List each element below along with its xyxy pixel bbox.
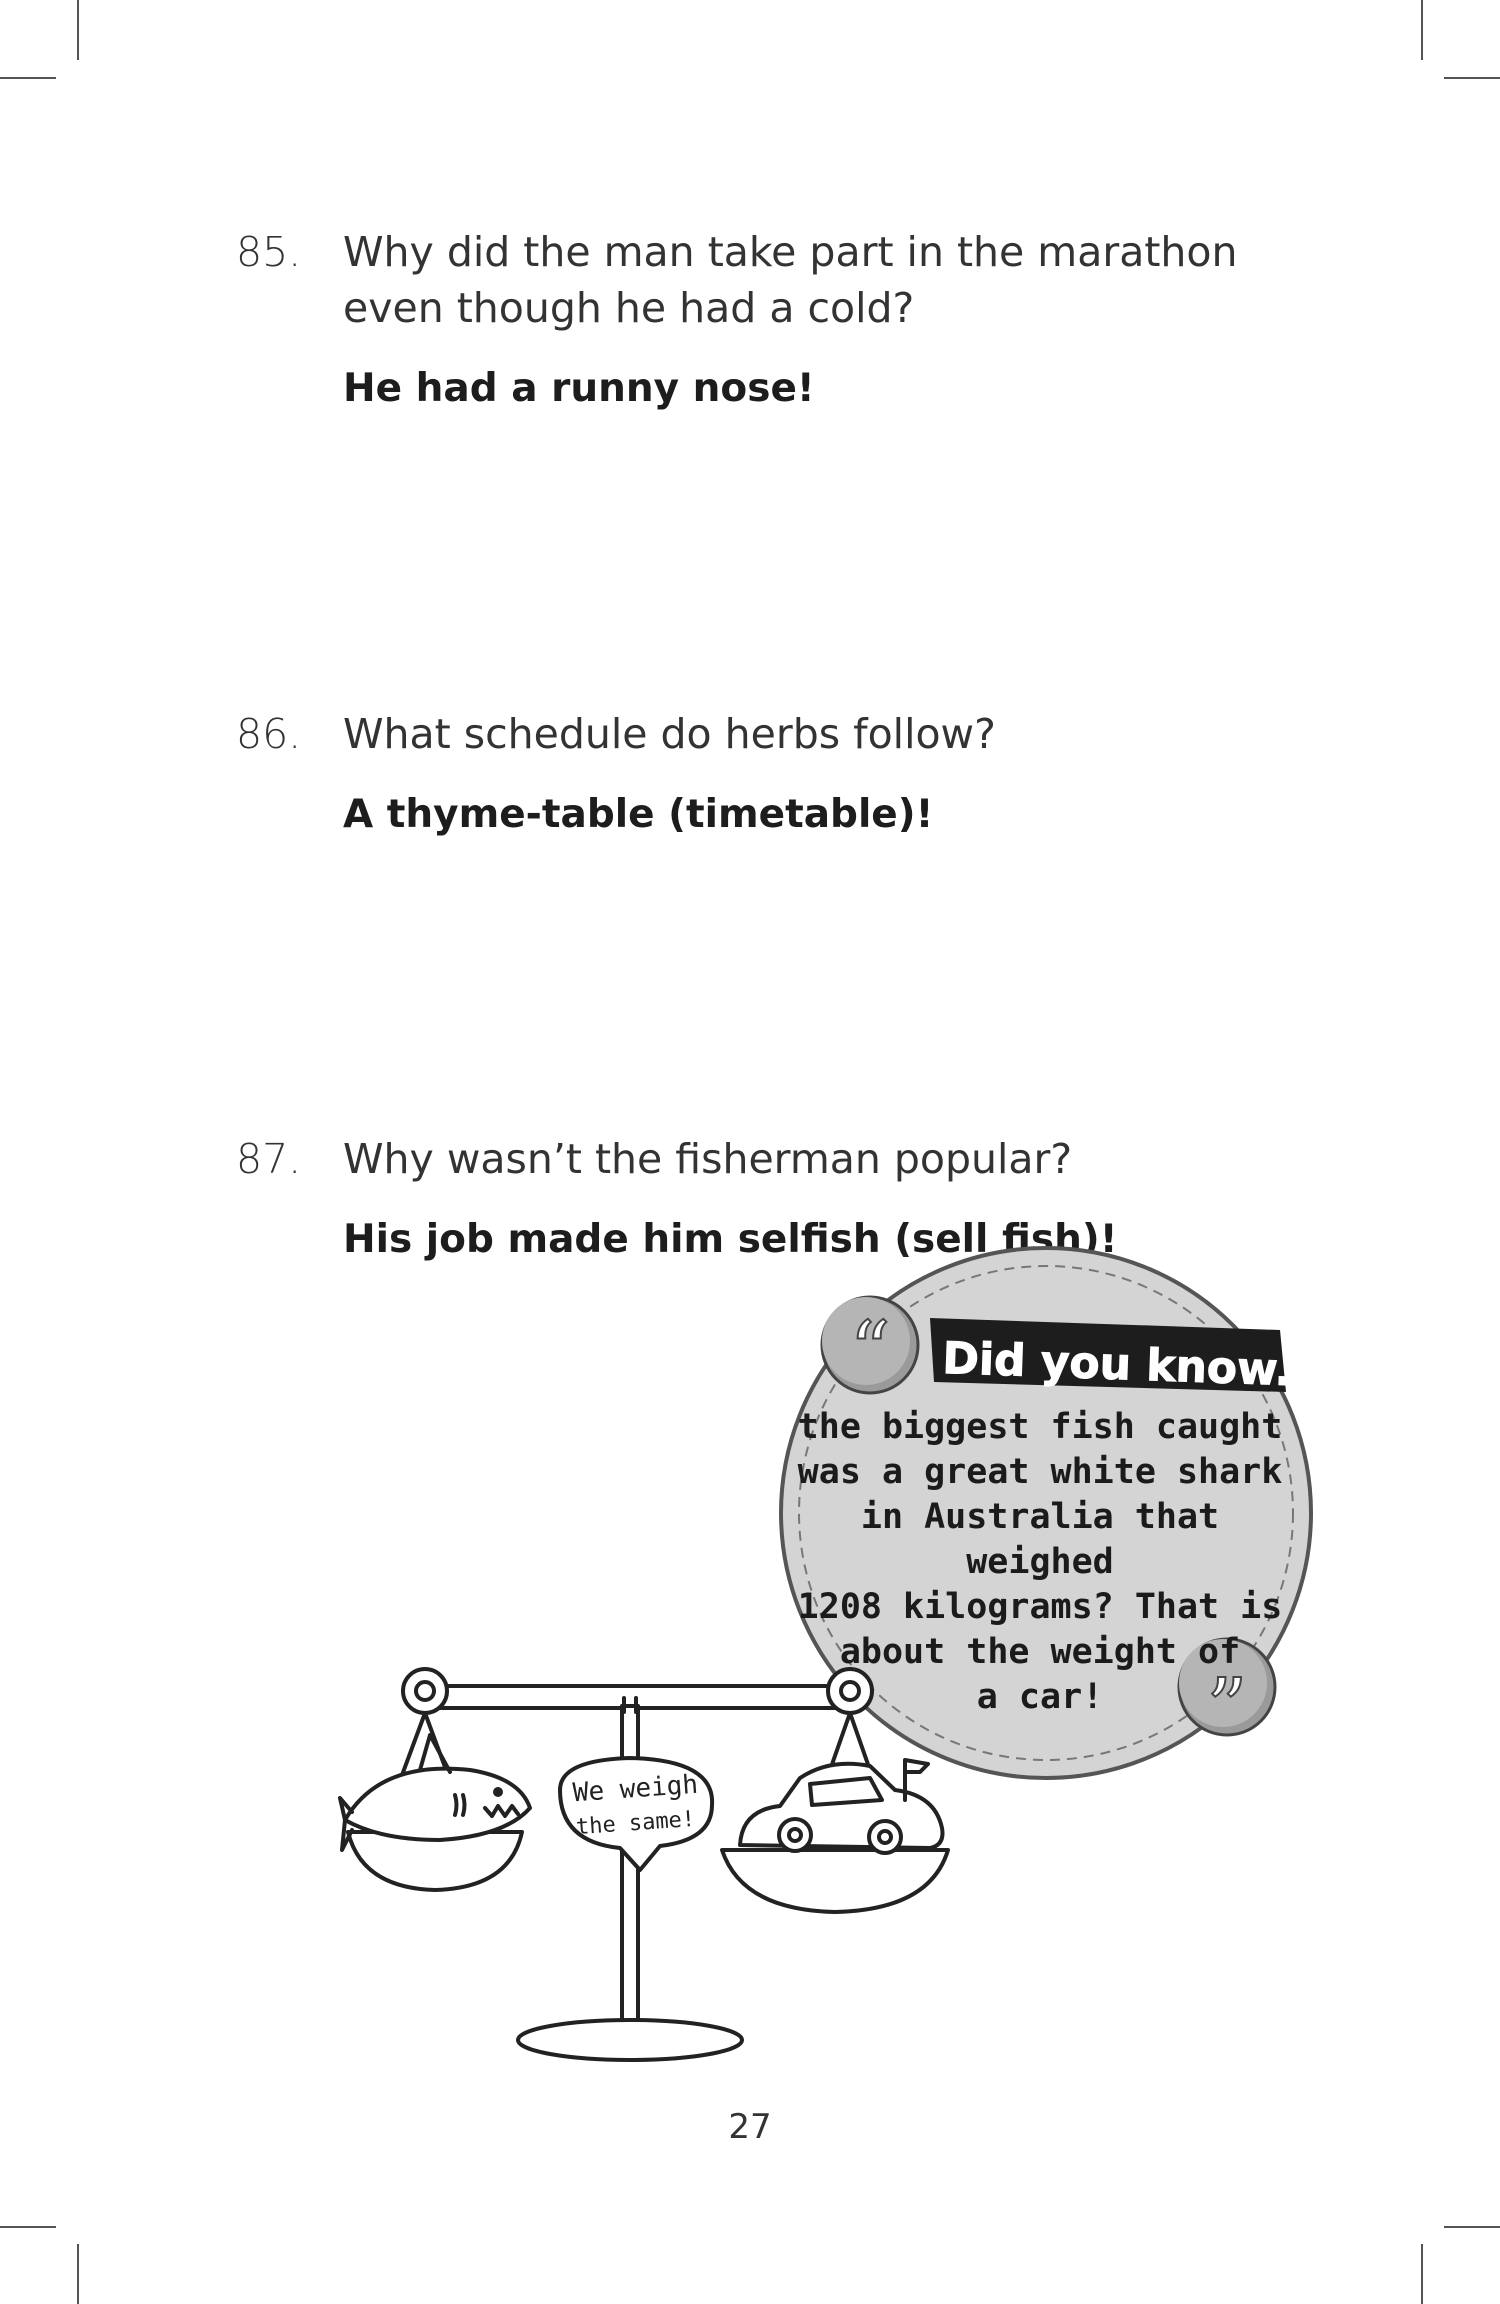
car-icon xyxy=(740,1760,943,1853)
joke-number: 87. xyxy=(236,1135,302,1183)
joke-answer: He had a runny nose! xyxy=(343,366,815,411)
fact-line: a car! xyxy=(976,1677,1104,1717)
fact-line: about the weight of xyxy=(839,1632,1241,1672)
balance-scale-illustration xyxy=(340,1669,948,2060)
question-line: even though he had a cold? xyxy=(343,284,915,332)
question-line: What schedule do herbs follow? xyxy=(343,710,996,758)
fact-line: in Australia that weighed xyxy=(860,1497,1220,1582)
did-you-know-heading: Did you know... xyxy=(941,1333,1326,1398)
fact-line: 1208 kilograms? That is xyxy=(797,1587,1283,1627)
fact-line: the biggest fish caught xyxy=(797,1407,1283,1447)
joke-number: 85. xyxy=(236,228,302,276)
svg-text:“: “ xyxy=(849,1304,891,1397)
question-line: Why wasn’t the fisherman popular? xyxy=(343,1135,1073,1183)
joke-answer: A thyme-table (timetable)! xyxy=(343,792,934,837)
question-line: Why did the man take part in the marathon xyxy=(343,228,1238,276)
svg-text:”: ” xyxy=(1206,1661,1248,1754)
did-you-know-banner xyxy=(930,1318,1326,1397)
speech-line: We weigh xyxy=(571,1769,699,1809)
page-number: 27 xyxy=(728,2107,772,2147)
speech-line: the same! xyxy=(575,1806,696,1841)
joke-number: 86. xyxy=(236,710,302,758)
joke-answer: His job made him selfish (sell fish)! xyxy=(343,1217,1118,1262)
did-you-know-text xyxy=(790,1405,1290,1720)
fact-line: was a great white shark xyxy=(797,1452,1283,1492)
